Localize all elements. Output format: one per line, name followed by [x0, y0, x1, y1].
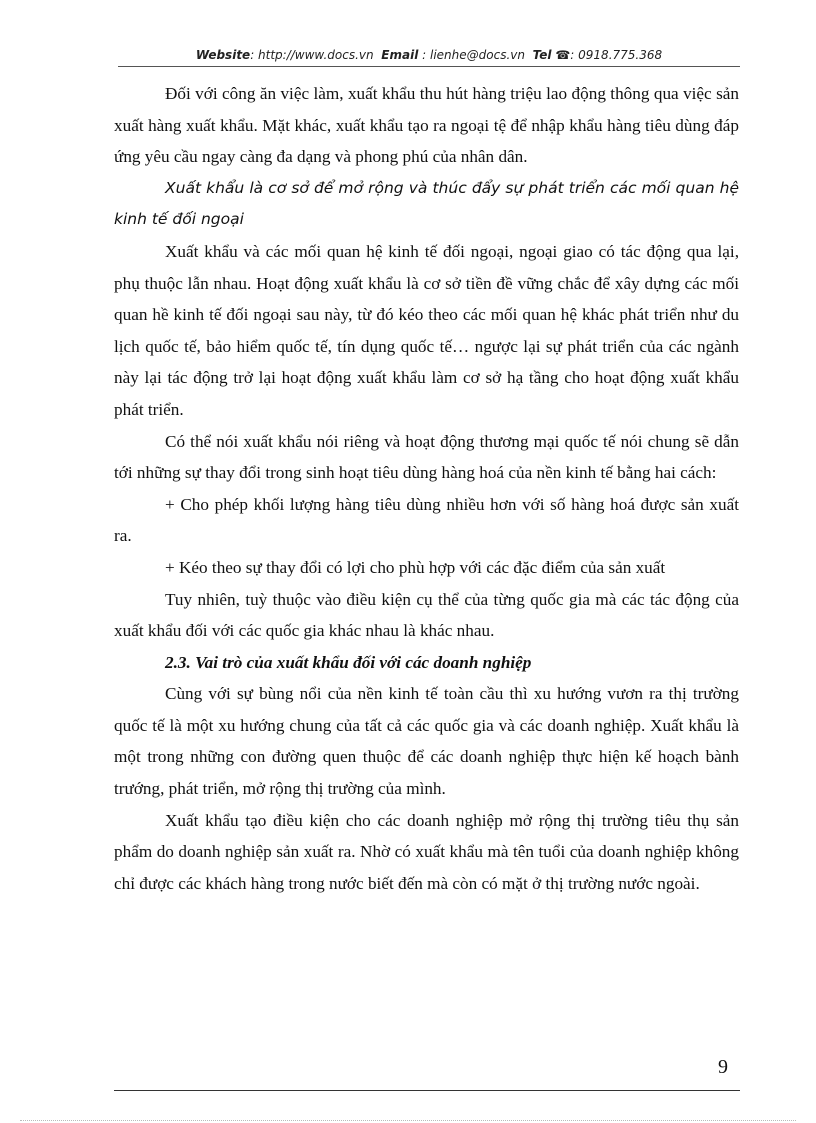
paragraph: Xuất khẩu và các mối quan hệ kinh tế đối ngoại, ngoại giao có tác động qua lại, phụ thuộc lẫn nhau. Hoạt động xuất khẩu là cơ sở tiền đề vững chắc để xây dựng các mối quan hề kinh tế đối ngoại sau này, từ đó kéo theo các mối quan hệ khác phát triển như du lịch quốc tế, bảo hiểm quốc tế, tín dụng quốc tế… ngược lại sự phát triển của các ngành này lại tác động trở lại hoạt động xuất khẩu làm cơ sở hạ tầng cho hoạt động xuất khẩu phát triển.	[114, 241, 739, 419]
phone-icon: ☎	[555, 48, 571, 62]
tel-label: Tel	[532, 48, 552, 62]
page-number: 9	[718, 1056, 728, 1078]
section-heading: 2.3. Vai trò của xuất khẩu đối với các doanh nghiệp	[165, 652, 532, 672]
tel-value: : 0918.775.368	[570, 48, 663, 62]
website-label: Website	[195, 48, 251, 62]
footer-divider	[114, 1090, 740, 1091]
paragraph: Tuy nhiên, tuỳ thuộc vào điều kiện cụ thể của từng quốc gia mà các tác động của xuất khẩu đối với các quốc gia khác nhau là khác nhau.	[114, 589, 739, 641]
paragraph: Có thể nói xuất khẩu nói riêng và hoạt động thương mại quốc tế nói chung sẽ dẫn tới những sự thay đổi trong sinh hoạt tiêu dùng hàng hoá của nền kinh tế bằng hai cách:	[114, 431, 739, 483]
paragraph: Cùng với sự bùng nổi của nền kinh tế toàn cầu thì xu hướng vươn ra thị trường quốc tế là một xu hướng chung của tất cả các quốc gia và các doanh nghiệp. Xuất khẩu là một trong những con đường quen thuộc để các doanh nghiệp thực hiện kế hoạch bành trướng, phát triển, mở rộng thị trường của mình.	[114, 684, 739, 799]
page-header	[118, 48, 740, 62]
website-value: : http://www.docs.vn	[250, 48, 374, 62]
paragraph: Xuất khẩu tạo điều kiện cho các doanh nghiệp mở rộng thị trường tiêu thụ sản phẩm do doanh nghiệp sản xuất ra. Nhờ có xuất khẩu mà tên tuổi của doanh nghiệp không chỉ được các khách hàng trong nước biết đến mà còn có mặt ở thị trường nước ngoài.	[114, 810, 739, 893]
list-item: + Kéo theo sự thay đổi có lợi cho phù hợp với các đặc điểm của sản xuất	[165, 557, 666, 577]
list-item: + Cho phép khối lượng hàng tiêu dùng nhiều hơn với số hàng hoá được sản xuất ra.	[114, 494, 739, 546]
document-body	[114, 78, 739, 899]
subheading-paragraph: Xuất khẩu là cơ sở để mở rộng và thúc đẩy sự phát triển các mối quan hệ kinh tế đối ngoại	[114, 178, 739, 229]
email-value: : lienhe@docs.vn	[422, 48, 525, 62]
email-label: Email	[381, 48, 419, 62]
page-boundary	[20, 1120, 796, 1121]
paragraph: Đối với công ăn việc làm, xuất khẩu thu hút hàng triệu lao động thông qua việc sản xuất hàng xuất khẩu. Mặt khác, xuất khẩu tạo ra ngoại tệ để nhập khẩu hàng tiêu dùng đáp ứng yêu cầu ngay càng đa dạng và phong phú của nhân dân.	[114, 84, 739, 167]
header-divider	[118, 66, 740, 67]
